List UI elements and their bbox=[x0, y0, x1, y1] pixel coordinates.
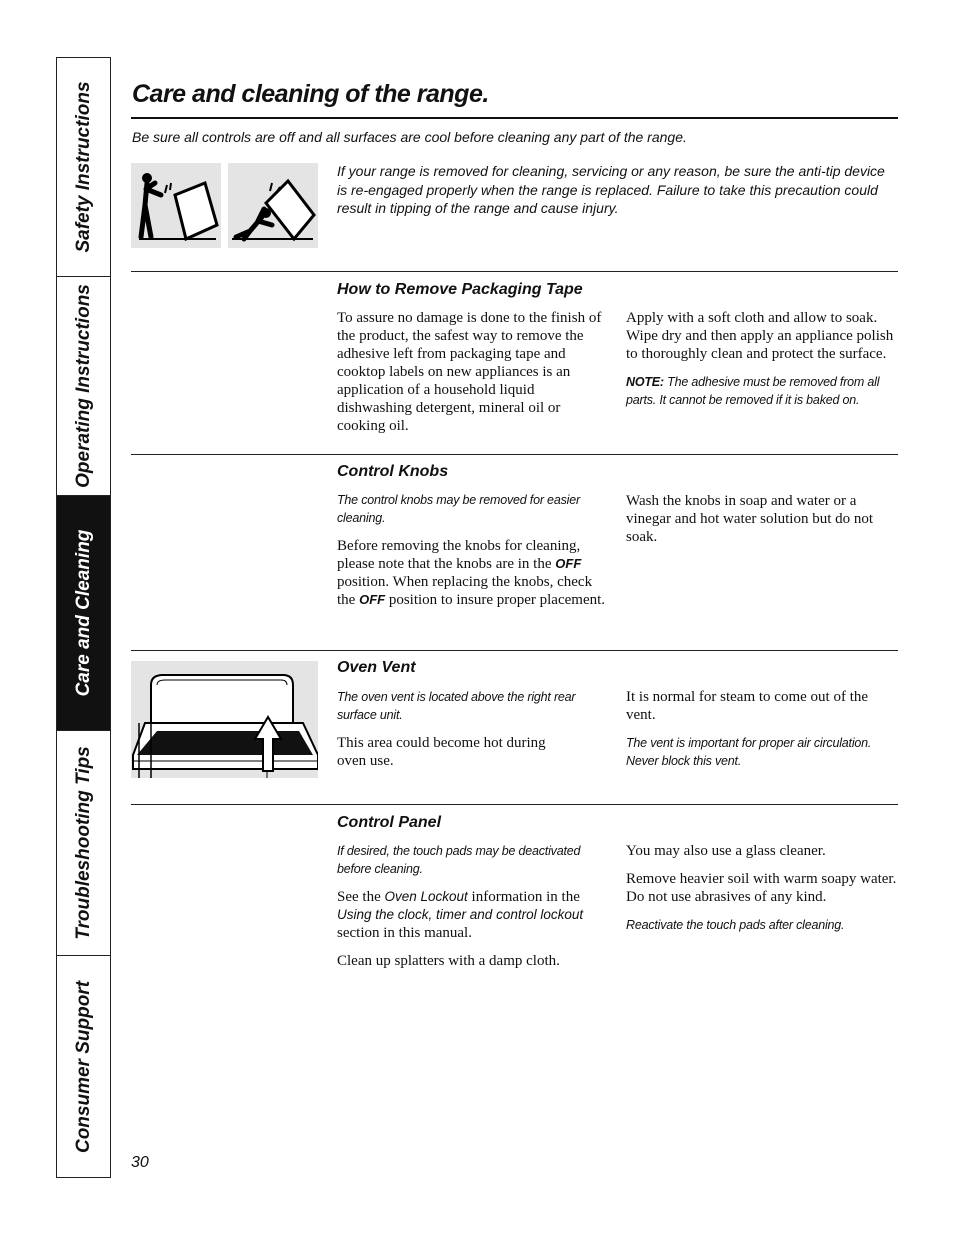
side-tab-nav bbox=[56, 57, 111, 1178]
control-panel-right-note: Reactivate the touch pads after cleaning. bbox=[626, 918, 845, 932]
section-divider bbox=[131, 454, 898, 455]
oven-vent-right-note: The vent is important for proper air circulation. Never block this vent. bbox=[626, 736, 872, 768]
tab-consumer-support[interactable] bbox=[57, 956, 110, 1177]
page-number: 30 bbox=[131, 1154, 149, 1171]
packaging-tape-left-column bbox=[337, 309, 609, 445]
note-text: The adhesive must be removed from all parts. It cannot be removed if it is baked on. bbox=[626, 375, 880, 407]
section-divider bbox=[131, 804, 898, 805]
oven-vent-illustration bbox=[131, 661, 318, 778]
oven-vent-text: This area could become hot during oven use. bbox=[337, 735, 546, 769]
packaging-tape-right-column bbox=[626, 309, 898, 419]
control-knobs-text bbox=[337, 537, 609, 609]
tab-safety-instructions[interactable] bbox=[57, 58, 110, 277]
off-label: OFF bbox=[555, 556, 582, 571]
page-subtitle: Be sure all controls are off and all surfaces are cool before cleaning any part of the range. bbox=[132, 129, 687, 145]
tab-label: Care and Cleaning bbox=[72, 529, 94, 697]
tab-label: Operating Instructions bbox=[72, 284, 94, 488]
packaging-tape-apply-text: Apply with a soft cloth and allow to soak. Wipe dry and then apply an appliance polish to thoroughly clean and protect the surface. bbox=[626, 310, 894, 362]
control-panel-note: If desired, the touch pads may be deactivated before cleaning. bbox=[337, 844, 581, 876]
tip-warning-icon bbox=[131, 163, 221, 248]
note-label: NOTE: bbox=[626, 375, 664, 389]
page-title: Care and cleaning of the range. bbox=[132, 80, 489, 108]
tab-label: Troubleshooting Tips bbox=[72, 746, 94, 940]
control-knobs-wash-text: Wash the knobs in soap and water or a vinegar and hot water solution but do not soak. bbox=[626, 493, 874, 545]
control-panel-soil-text: Remove heavier soil with warm soapy water. Do not use abrasives of any kind. bbox=[626, 871, 897, 905]
control-knobs-note: The control knobs may be removed for easier cleaning. bbox=[337, 493, 580, 525]
panel-text-part: information in the bbox=[471, 889, 580, 905]
section-title-control-knobs: Control Knobs bbox=[337, 463, 449, 480]
tab-care-and-cleaning[interactable] bbox=[57, 496, 110, 731]
panel-text-part: section in this manual. bbox=[337, 925, 472, 941]
packaging-tape-note bbox=[626, 373, 898, 409]
packaging-tape-text: To assure no damage is done to the finish of the product, the safest way to remove the adhesive left from packaging tape and cooktop labels on new appliances is an application of a household liquid dishwashing detergent, mineral oil or cooking oil. bbox=[337, 310, 602, 434]
tip-fall-icon bbox=[228, 163, 318, 248]
oven-vent-steam-text: It is normal for steam to come out of the vent. bbox=[626, 689, 869, 723]
off-label: OFF bbox=[359, 592, 386, 607]
control-panel-left-column bbox=[337, 842, 609, 980]
clock-timer-section-ref: Using the clock, timer and control lockout bbox=[337, 907, 584, 922]
oven-vent-left-column bbox=[337, 688, 609, 780]
section-title-control-panel: Control Panel bbox=[337, 814, 442, 831]
knobs-text-part: position. When replacing the knobs, check the bbox=[337, 574, 593, 608]
section-divider bbox=[131, 650, 898, 651]
section-title-oven-vent: Oven Vent bbox=[337, 659, 416, 676]
section-divider bbox=[131, 271, 898, 272]
title-divider bbox=[131, 117, 898, 119]
control-panel-glass-text: You may also use a glass cleaner. bbox=[626, 843, 826, 859]
tab-label: Consumer Support bbox=[72, 980, 94, 1153]
oven-vent-right-column bbox=[626, 688, 888, 780]
knobs-text-part: position to insure proper placement. bbox=[388, 592, 606, 608]
oven-lockout-label: Oven Lockout bbox=[384, 889, 468, 904]
control-panel-clean-text: Clean up splatters with a damp cloth. bbox=[337, 953, 560, 969]
tab-label: Safety Instructions bbox=[72, 81, 94, 253]
section-title-packaging-tape: How to Remove Packaging Tape bbox=[337, 281, 583, 298]
control-knobs-left-column bbox=[337, 491, 609, 619]
anti-tip-warning: If your range is removed for cleaning, servicing or any reason, be sure the anti-tip device is re-engaged properly when the range is replaced. Failure to take this precaution could result in tipping of the range and cause injury. bbox=[337, 163, 885, 216]
control-panel-right-column bbox=[626, 842, 898, 944]
control-panel-see-text bbox=[337, 888, 609, 942]
knobs-text-part: Before removing the knobs for cleaning, please note that the knobs are in the bbox=[337, 538, 581, 572]
tab-operating-instructions[interactable] bbox=[57, 277, 110, 496]
control-knobs-right-column bbox=[626, 492, 876, 556]
oven-vent-note: The oven vent is located above the right rear surface unit. bbox=[337, 690, 576, 722]
tab-troubleshooting-tips[interactable] bbox=[57, 731, 110, 956]
panel-text-part: See the bbox=[337, 889, 381, 905]
